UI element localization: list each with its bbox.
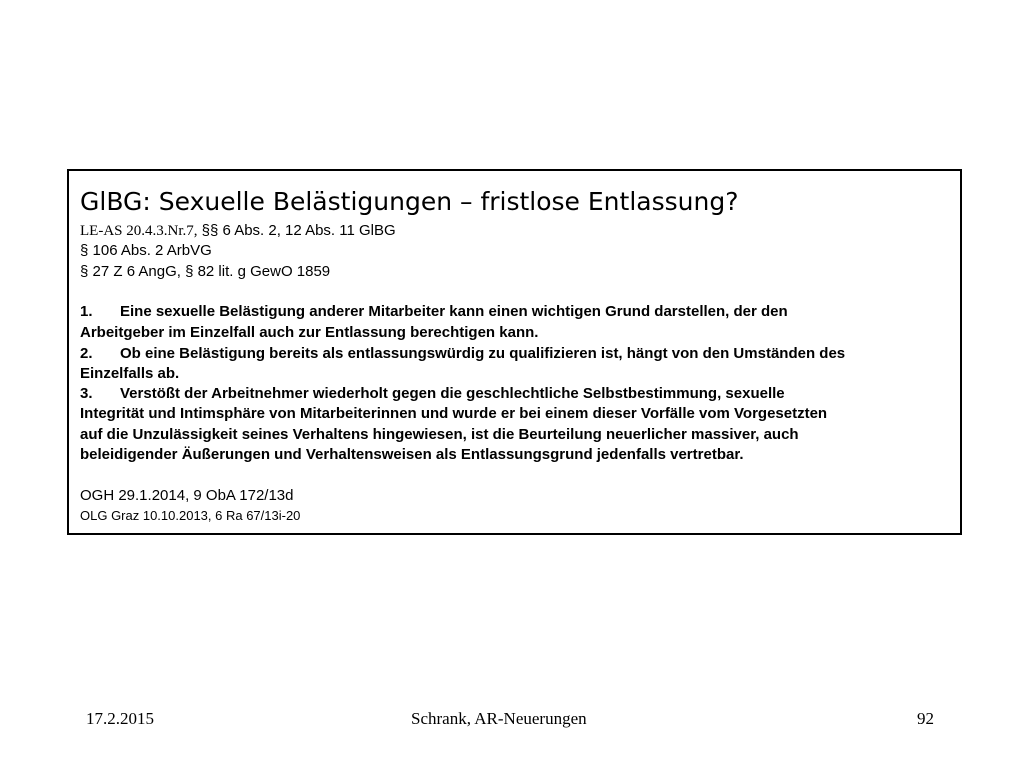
point-2-line-2: Einzelfalls ab. bbox=[80, 365, 180, 382]
point-2-text: Ob eine Belästigung bereits als entlassungswürdig zu qualifizieren ist, hängt von den Umständen des bbox=[120, 345, 846, 362]
reference-arbvg: § 106 Abs. 2 ArbVG bbox=[80, 242, 212, 259]
citation-line bbox=[80, 221, 396, 241]
point-2-line-1 bbox=[80, 344, 845, 364]
court-ogh: OGH 29.1.2014, 9 ObA 172/13d bbox=[80, 487, 294, 504]
reference-angg-gewo: § 27 Z 6 AngG, § 82 lit. g GewO 1859 bbox=[80, 263, 331, 280]
citation-source: LE-AS 20.4.3.Nr.7, bbox=[80, 223, 198, 239]
point-1-line-1 bbox=[80, 302, 788, 322]
point-3-number: 3. bbox=[80, 385, 93, 402]
point-3-line-4: beleidigender Äußerungen und Verhaltensweisen als Entlassungsgrund jedenfalls vertretbar. bbox=[80, 446, 744, 463]
citation-paragraphs: §§ 6 Abs. 2, 12 Abs. 11 GlBG bbox=[197, 222, 396, 239]
point-3-line-3: auf die Unzulässigkeit seines Verhaltens hingewiesen, ist die Beurteilung neuerlicher massiver, auch bbox=[80, 426, 799, 443]
point-2-number: 2. bbox=[80, 345, 93, 362]
point-3-line-1 bbox=[80, 384, 785, 404]
point-3-text: Verstößt der Arbeitnehmer wiederholt gegen die geschlechtliche Selbstbestimmung, sexuelle bbox=[120, 385, 785, 402]
point-1-text: Eine sexuelle Belästigung anderer Mitarbeiter kann einen wichtigen Grund darstellen, der den bbox=[120, 303, 788, 320]
point-1-line-2: Arbeitgeber im Einzelfall auch zur Entlassung berechtigen kann. bbox=[80, 324, 539, 341]
slide-title: GlBG: Sexuelle Belästigungen – fristlose Entlassung? bbox=[80, 187, 739, 216]
footer-author: Schrank, AR-Neuerungen bbox=[411, 709, 587, 728]
footer-page-number: 92 bbox=[917, 709, 934, 728]
court-olg: OLG Graz 10.10.2013, 6 Ra 67/13i-20 bbox=[80, 508, 301, 523]
footer-date: 17.2.2015 bbox=[86, 709, 154, 728]
point-1-number: 1. bbox=[80, 303, 93, 320]
point-3-line-2: Integrität und Intimsphäre von Mitarbeiterinnen und wurde er bei einem dieser Vorfälle vom Vorgesetzten bbox=[80, 405, 828, 422]
